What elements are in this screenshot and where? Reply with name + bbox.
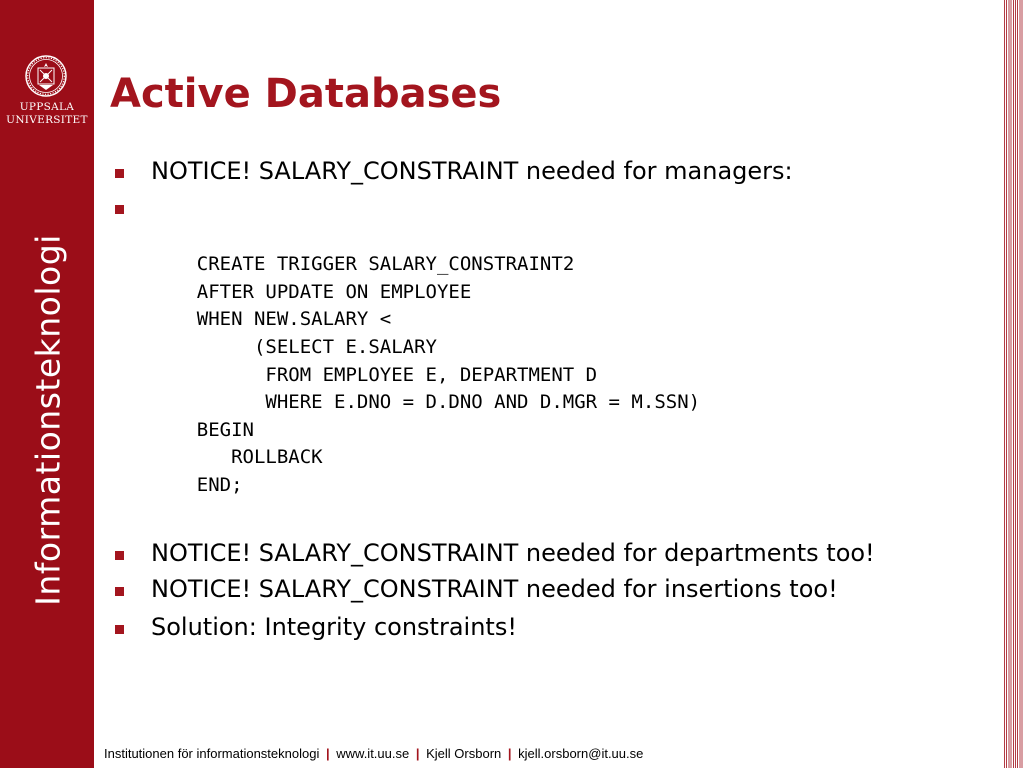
bullet-text: NOTICE! SALARY_CONSTRAINT needed for insertions too! [151, 575, 838, 604]
footer-email-link[interactable]: kjell.orsborn@it.uu.se [518, 746, 644, 761]
bullet-text: NOTICE! SALARY_CONSTRAINT needed for managers: [151, 157, 793, 185]
bullet-item [110, 574, 1000, 604]
bullet-square-icon [115, 625, 124, 634]
slide-title: Active Databases [110, 71, 502, 117]
footer [104, 746, 643, 761]
university-name [0, 101, 94, 127]
decorative-stripes [1004, 0, 1024, 768]
footer-separator: | [415, 746, 420, 761]
bullet-item [110, 538, 1000, 568]
footer-author: Kjell Orsborn [426, 746, 502, 761]
bullet-text: Solution: Integrity constraints! [151, 613, 517, 642]
footer-website-link[interactable]: www.it.uu.se [336, 746, 410, 761]
university-name-line1: UPPSALA [19, 101, 75, 113]
bullet-item [110, 612, 1000, 642]
uppsala-university-seal-icon [25, 55, 67, 97]
bullet-square-icon [115, 551, 124, 560]
code-bullet [110, 196, 1000, 527]
bullet-square-icon [115, 205, 124, 214]
department-vertical-label: Informationsteknologi [28, 234, 68, 606]
footer-institution: Institutionen för informationsteknologi [104, 746, 320, 761]
bullet-square-icon [115, 169, 124, 178]
bullet-square-icon [115, 587, 124, 596]
slide-content [110, 156, 1000, 642]
sidebar [0, 0, 94, 768]
bullet-text: NOTICE! SALARY_CONSTRAINT needed for departments too! [151, 539, 875, 568]
university-name-line2: UNIVERSITET [6, 114, 88, 126]
sql-trigger-code: CREATE TRIGGER SALARY_CONSTRAINT2 AFTER UPDATE ON EMPLOYEE WHEN NEW.SALARY < (SELECT E.SALARY FROM EMPLOYEE E, DEPARTMENT D WHERE E.DNO = D.DNO AND D.MGR = M.SSN) BEGIN ROLLBACK END; [196, 253, 701, 496]
footer-separator: | [325, 746, 330, 761]
bullet-item [110, 156, 1000, 186]
footer-separator: | [507, 746, 512, 761]
